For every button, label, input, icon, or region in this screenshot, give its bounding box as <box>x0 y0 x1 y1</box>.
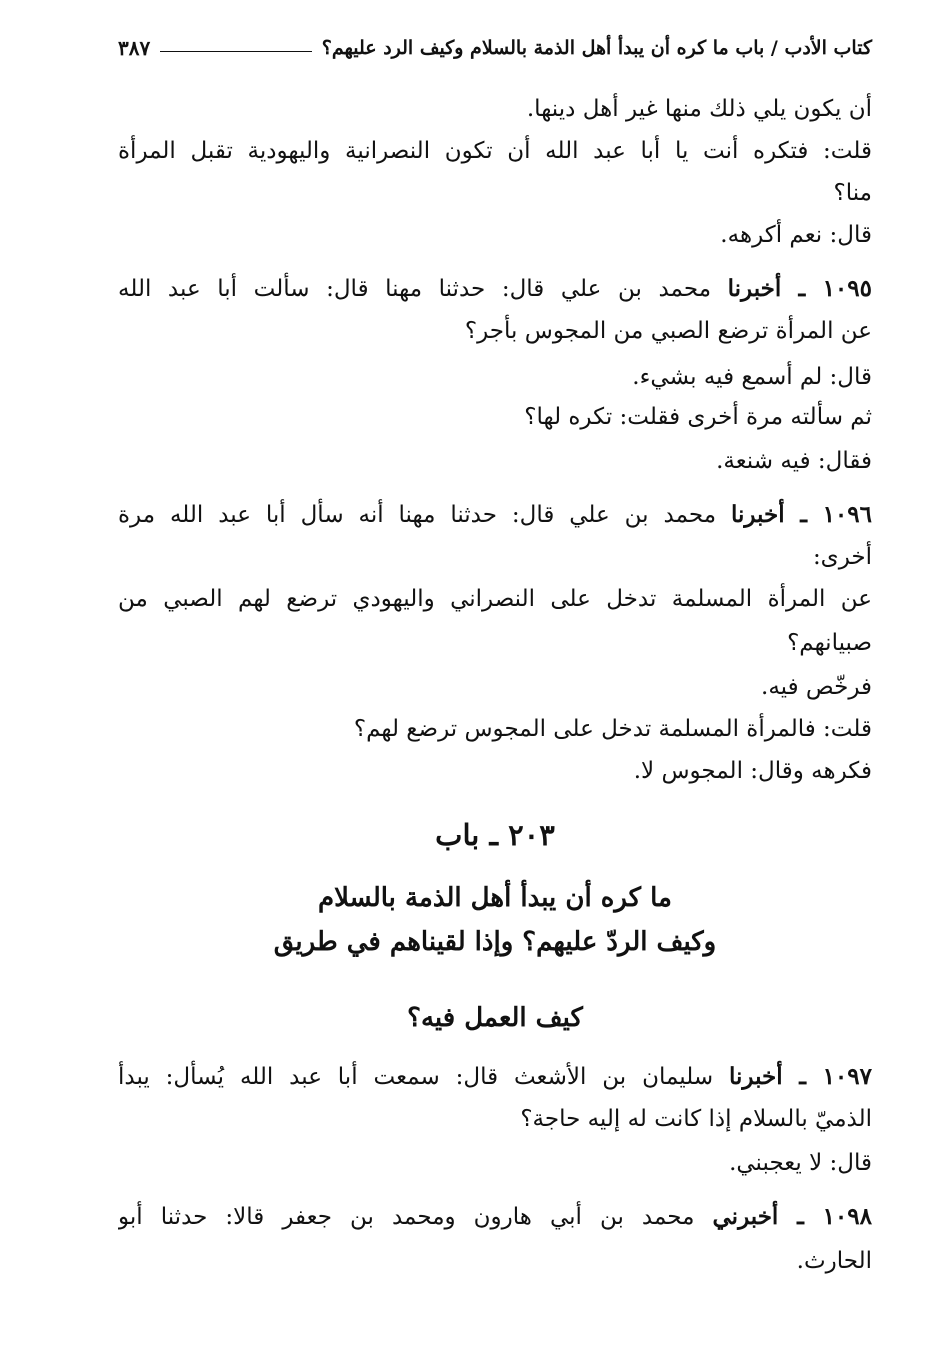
text-line: ثم سألته مرة أخرى فقلت: تكره لها؟ <box>524 404 872 430</box>
page-header <box>118 28 872 68</box>
header-rule <box>160 51 312 52</box>
narration-number: ١٠٩٧ ـ <box>782 1063 872 1090</box>
text-line: الذميّ بالسلام إذا كانت له إليه حاجة؟ <box>520 1106 872 1132</box>
text-line: عن المرأة ترضع الصبي من المجوس بأجر؟ <box>464 318 872 344</box>
narration-number: ١٠٩٥ ـ <box>781 275 872 302</box>
chapter-number: ٢٠٣ ـ باب <box>435 818 555 852</box>
text-line: أخرى: <box>812 544 872 570</box>
narration-keyword: أخبرني <box>712 1203 779 1230</box>
narration-1096: ١٠٩٦ ـ أخبرنا محمد بن علي قال: حدثنا مهنا أنه سأل أبا عبد الله مرة <box>118 501 872 528</box>
chapter-title-line-2: وكيف الردّ عليهم؟ وإذا لقيناهم في طريق <box>273 927 717 957</box>
narration-1097: ١٠٩٧ ـ أخبرنا سليمان بن الأشعث قال: سمعت أبا عبد الله يُسأل: يبدأ <box>118 1063 872 1090</box>
text-line: قال: لا يعجبني. <box>729 1150 872 1176</box>
text-line: قال: لم أسمع فيه بشيء. <box>632 364 872 390</box>
text-line: صبيانهم؟ <box>787 630 872 656</box>
text-line: قلت: فالمرأة المسلمة تدخل على المجوس ترضع لهم؟ <box>353 716 872 742</box>
narration-number: ١٠٩٦ ـ <box>784 501 872 528</box>
running-title: كتاب الأدب / باب ما كره أن يبدأ أهل الذمة بالسلام وكيف الرد عليهم؟ <box>321 37 872 59</box>
chapter-title-line-3: كيف العمل فيه؟ <box>407 1003 583 1033</box>
narration-1098: ١٠٩٨ ـ أخبرني محمد بن أبي هارون ومحمد بن جعفر قالا: حدثنا أبو <box>118 1203 872 1230</box>
text-line: قال: نعم أكرهه. <box>720 222 872 248</box>
page-number: ٣٨٧ <box>118 36 151 60</box>
text-line: قلت: فتكره أنت يا أبا عبد الله أن تكون النصرانية واليهودية تقبل المرأة <box>118 138 872 164</box>
text-line: فقال: فيه شنعة. <box>716 448 872 474</box>
narration-number: ١٠٩٨ ـ <box>778 1203 872 1230</box>
text-line: فرخّص فيه. <box>761 674 872 700</box>
text-line: الحارث. <box>796 1248 872 1274</box>
narration-keyword: أخبرنا <box>727 275 782 302</box>
text-line: فكرهه وقال: المجوس لا. <box>633 758 872 784</box>
text-line: عن المرأة المسلمة تدخل على النصراني واليهودي ترضع لهم الصبي من <box>118 586 872 612</box>
narration-keyword: أخبرنا <box>729 1063 783 1090</box>
narration-1095: ١٠٩٥ ـ أخبرنا محمد بن علي قال: حدثنا مهنا قال: سألت أبا عبد الله <box>118 275 872 302</box>
narration-keyword: أخبرنا <box>730 501 785 528</box>
chapter-title-line-1: ما كره أن يبدأ أهل الذمة بالسلام <box>318 883 672 913</box>
text-line: أن يكون يلي ذلك منها غير أهل دينها. <box>526 96 872 122</box>
text-line: منا؟ <box>833 180 872 206</box>
